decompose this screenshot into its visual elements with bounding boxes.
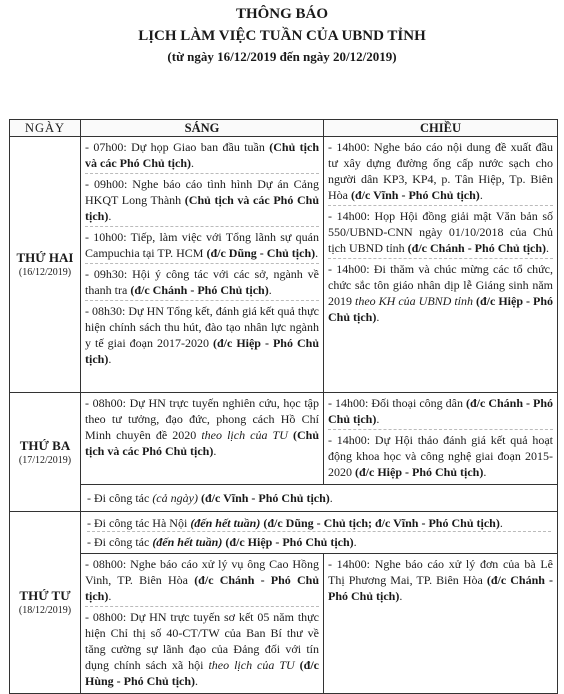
entry-punct: . — [108, 209, 112, 223]
entry-punct: . — [483, 465, 487, 479]
afternoon-cell-tuesday — [324, 393, 558, 485]
day-date: (18/12/2019) — [18, 605, 72, 616]
entry-text: - 08h00: Dự HN trực tuyến sơ kết 05 năm thực hiện Chỉ thị số 40-CT/TW của Ban Bí thư về tăng cường sự lãnh đạo của Đảng đối với tín dụng chính sách xã hội — [85, 610, 319, 672]
schedule-entry — [328, 556, 553, 604]
entry-text: - 07h00: Dự họp Giao ban đầu tuần — [85, 140, 270, 154]
entry-note: theo lịch của TU — [208, 658, 295, 672]
entry-punct: . — [546, 241, 550, 255]
entry-punct: . — [268, 283, 272, 297]
entry-note: theo KH của UBND tỉnh — [355, 294, 473, 308]
schedule-entry — [85, 263, 319, 298]
entry-punct: . — [329, 491, 333, 505]
row-wednesday-fullday — [10, 512, 558, 554]
entry-text: - Đi công tác — [87, 535, 153, 549]
day-name: THỨ HAI — [16, 250, 74, 265]
entry-assignee: (đ/c Chánh - Phó Chủ tịch) — [407, 241, 547, 255]
date-range: (từ ngày 16/12/2019 đến ngày 20/12/2019) — [167, 49, 397, 64]
table-header-row — [10, 120, 558, 137]
day-cell-tuesday — [10, 393, 81, 512]
entry-assignee: (Chủ tịch và các Phó Chủ tịch) — [85, 193, 319, 223]
day-name: THỨ TƯ — [19, 588, 71, 603]
schedule-entry — [85, 173, 319, 224]
schedule-table — [9, 119, 558, 694]
schedule-entry — [328, 258, 553, 325]
entry-punct: . — [108, 352, 112, 366]
row-monday — [10, 137, 558, 393]
entry-punct: . — [399, 589, 403, 603]
entry-assignee: (đ/c Dũng - Chủ tịch) — [206, 246, 316, 260]
schedule-entry — [328, 139, 553, 203]
entry-assignee: (đ/c Hiệp - Phó Chủ tịch) — [355, 465, 484, 479]
entry-assignee: (đến hết tuần) — [190, 516, 261, 530]
entry-punct: . — [195, 674, 199, 688]
schedule-entry — [87, 515, 551, 531]
row-wednesday — [10, 554, 558, 694]
entry-assignee: (đến hết tuần) — [152, 535, 223, 549]
entry-text: - Đi công tác — [87, 491, 153, 505]
schedule-entry — [85, 300, 319, 367]
day-cell-wednesday — [10, 512, 81, 694]
entry-text: - 08h30: Dự HN Tổng kết, đánh giá kết quả thực hiện chính sách thu hút, đào tạo nhân lực ngành y tế giai đoạn 2017-2020 — [85, 304, 319, 350]
entry-assignee: (đ/c Chánh - Phó Chủ tịch) — [85, 573, 319, 603]
entry-text: - 09h30: Hội ý công tác với các sở, ngành về thanh tra — [85, 267, 319, 297]
fullday-cell-tuesday — [81, 485, 558, 512]
row-tuesday — [10, 393, 558, 485]
fullday-cell-wednesday — [81, 512, 558, 554]
entry-punct: . — [108, 589, 112, 603]
entry-assignee: (đ/c Vĩnh - Phó Chủ tịch) — [197, 491, 330, 505]
schedule-entry — [328, 429, 553, 480]
entry-assignee: (đ/c Hùng - Phó Chủ tịch) — [85, 658, 319, 688]
col-header-day: NGÀY — [10, 120, 81, 137]
morning-cell-tuesday — [81, 393, 324, 485]
entry-assignee: (đ/c Vĩnh - Phó Chủ tịch) — [351, 188, 480, 202]
schedule-entry — [85, 556, 319, 604]
entry-punct: . — [376, 310, 380, 324]
afternoon-cell-wednesday — [324, 554, 558, 694]
schedule-entry — [85, 395, 319, 459]
entry-text: - Đi công tác Hà Nội — [87, 516, 191, 530]
entry-text: - 10h00: Tiếp, làm việc với Tổng lãnh sự quán Campuchia tại TP. HCM — [85, 230, 319, 260]
entry-punct: . — [479, 188, 483, 202]
schedule-entry — [328, 205, 553, 256]
entry-punct: . — [499, 516, 503, 530]
day-cell-monday — [10, 137, 81, 393]
entry-assignee: (Chủ tịch và các Phó Chủ tịch) — [85, 140, 319, 170]
schedule-title: LỊCH LÀM VIỆC TUẦN CỦA UBND TỈNH — [138, 28, 426, 44]
entry-assignee: (đ/c Hiệp - Phó Chủ tịch) — [85, 336, 319, 366]
entry-text: - 08h00: Dự HN trực tuyến nghiên cứu, học tập theo tư tưởng, đạo đức, phong cách Hồ Chí Minh chuyên đề 2020 — [85, 396, 319, 442]
schedule-entry — [87, 531, 551, 550]
entry-text: - 14h00: Nghe báo cáo nội dung đề xuất đầu tư xây dựng đường ống cấp nước sạch cho người dân KP3, KP4, p. Tân Hiệp, Tp. Biên Hòa — [328, 140, 553, 202]
entry-punct: . — [353, 535, 357, 549]
entry-punct: . — [191, 156, 194, 170]
schedule-entry — [85, 606, 319, 689]
entry-assignee: (đ/c Hiệp - Phó Chủ tịch) — [328, 294, 553, 324]
entry-text: - 14h00: Đi thăm và chúc mừng các tổ chức, chức sắc tôn giáo nhân dịp lễ Giáng sinh năm 2019 — [328, 262, 553, 308]
entry-assignee: (đ/c Hiệp - Phó Chủ tịch) — [222, 535, 354, 549]
entry-punct: . — [315, 246, 319, 260]
day-date: (17/12/2019) — [18, 454, 72, 466]
schedule-entry — [85, 139, 319, 171]
schedule-entry — [85, 226, 319, 261]
entry-text: - 14h00: Dự Hội thảo đánh giá kết quả hoạt động khoa học và công nghệ giai đoạn 2015-2020 — [328, 433, 553, 479]
entry-note: theo lịch của TU — [201, 428, 288, 442]
schedule-entry — [87, 490, 551, 506]
row-tuesday-fullday — [10, 485, 558, 512]
entry-text: - 14h00: Đối thoại công dân — [328, 396, 466, 410]
day-name: THỨ BA — [19, 437, 71, 453]
entry-assignee: (đ/c Chánh - Phó Chủ tịch) — [130, 283, 269, 297]
morning-cell-wednesday — [81, 554, 324, 694]
morning-cell-monday — [81, 137, 324, 393]
col-header-morning: SÁNG — [81, 120, 324, 137]
entry-assignee: (đ/c Chánh - Phó Chủ tịch) — [328, 396, 554, 426]
entry-note: (cả ngày) — [152, 491, 198, 505]
entry-punct: . — [213, 444, 217, 458]
col-header-afternoon: CHIỀU — [324, 120, 558, 137]
entry-punct: . — [376, 412, 380, 426]
schedule-entry — [328, 395, 553, 427]
entry-text: - 09h00: Nghe báo cáo tình hình Dự án Cảng HKQT Long Thành — [85, 177, 319, 207]
entry-text: - 14h00: Nghe báo cáo xử lý đơn của bà Lê Thị Phương Mai, TP. Biên Hòa — [328, 557, 553, 587]
day-date: (16/12/2019) — [18, 267, 72, 278]
entry-text: - 08h00: Nghe báo cáo xử lý vụ ông Cao Hồng Vinh, TP. Biên Hòa — [85, 557, 319, 587]
entry-assignee: (đ/c Dũng - Chủ tịch; đ/c Vĩnh - Phó Chủ tịch) — [260, 516, 500, 530]
entry-text: - 14h00: Họp Hội đồng giải mật Văn bản số 550/UBND-CNN ngày 01/10/2018 của Chủ tịch UBND tỉnh — [328, 209, 553, 255]
entry-assignee: (Chủ tịch và các Phó Chủ tịch) — [85, 428, 319, 458]
notice-title: THÔNG BÁO — [235, 6, 329, 22]
afternoon-cell-monday — [324, 137, 558, 393]
entry-assignee: (đ/c Chánh - Phó Chủ tịch) — [328, 573, 553, 603]
